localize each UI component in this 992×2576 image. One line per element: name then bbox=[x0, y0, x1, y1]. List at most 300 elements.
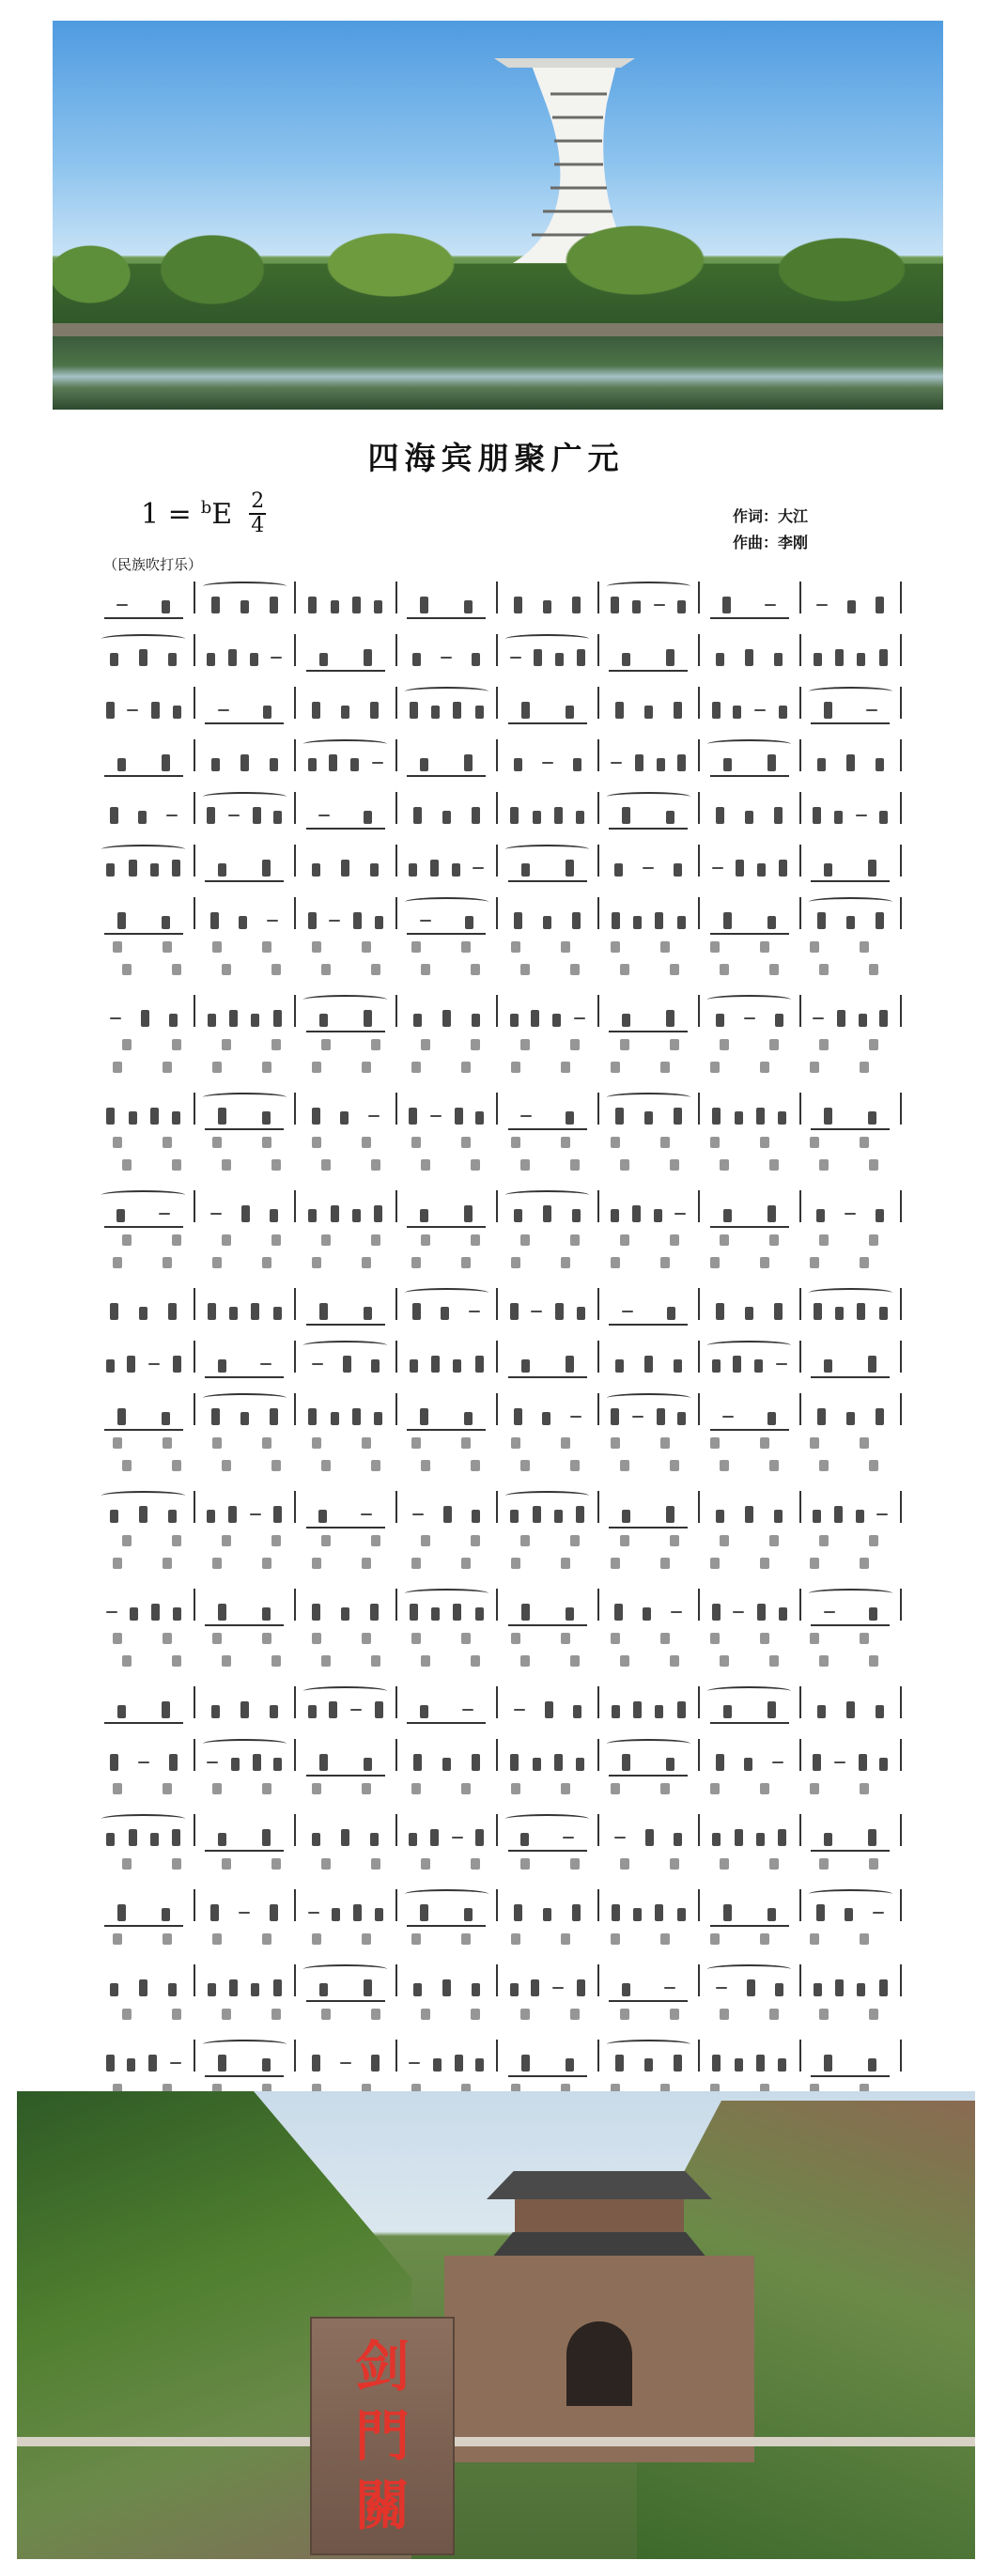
note-glyph bbox=[352, 1408, 361, 1425]
score-measure bbox=[801, 1341, 903, 1373]
lyric-glyph bbox=[321, 1234, 331, 1246]
slur-mark bbox=[809, 687, 892, 696]
note-glyph bbox=[767, 1908, 776, 1921]
lyric-glyph bbox=[760, 1062, 769, 1073]
note-glyph bbox=[733, 1356, 741, 1373]
lyric-glyph bbox=[172, 2009, 181, 2020]
lyric-line bbox=[94, 1037, 902, 1060]
lyric-glyph bbox=[122, 964, 132, 975]
note-glyph bbox=[420, 1705, 428, 1718]
note-glyph bbox=[876, 758, 884, 771]
lyric-glyph bbox=[172, 1535, 181, 1546]
stele-char-1: 剑 bbox=[354, 2335, 410, 2398]
lyric-glyph bbox=[471, 1039, 480, 1050]
note-glyph bbox=[857, 653, 865, 666]
score-measure bbox=[296, 2040, 397, 2072]
note-glyph bbox=[514, 597, 522, 613]
note-glyph bbox=[716, 1987, 727, 1989]
lyric-glyph bbox=[660, 941, 670, 953]
note-glyph bbox=[370, 1833, 379, 1846]
lyric-glyph bbox=[212, 1062, 222, 1073]
note-glyph bbox=[273, 1307, 282, 1320]
slur-mark bbox=[303, 1686, 387, 1696]
lyric-glyph bbox=[312, 1933, 321, 1945]
slur-mark bbox=[405, 1589, 488, 1598]
note-glyph bbox=[455, 1108, 463, 1125]
lyric-glyph bbox=[520, 1535, 530, 1546]
beam-mark bbox=[508, 1128, 587, 1130]
lyric-glyph bbox=[163, 1783, 172, 1794]
note-glyph bbox=[475, 1829, 484, 1846]
note-glyph bbox=[110, 1303, 118, 1320]
lyric-glyph bbox=[869, 1858, 878, 1870]
beam-mark bbox=[306, 2000, 385, 2002]
lyric-glyph bbox=[570, 1039, 580, 1050]
note-glyph bbox=[531, 1311, 542, 1312]
note-glyph bbox=[774, 653, 783, 666]
note-glyph bbox=[472, 807, 480, 824]
lyric-glyph bbox=[670, 2009, 679, 2020]
lyric-glyph bbox=[222, 1159, 231, 1171]
lyric-glyph bbox=[271, 964, 281, 975]
note-glyph bbox=[723, 912, 732, 929]
lyric-glyph bbox=[819, 1460, 829, 1471]
note-glyph bbox=[572, 912, 581, 929]
note-glyph bbox=[169, 1754, 178, 1771]
beam-mark bbox=[710, 617, 789, 619]
score-measure bbox=[296, 845, 397, 877]
score-measure bbox=[700, 897, 801, 929]
note-glyph bbox=[563, 1837, 574, 1839]
score-measure bbox=[397, 1686, 499, 1718]
note-glyph bbox=[745, 1506, 753, 1523]
note-glyph bbox=[566, 1356, 574, 1373]
note-glyph bbox=[857, 1303, 865, 1320]
beam-mark bbox=[407, 1925, 486, 1927]
lyric-line bbox=[94, 1255, 902, 1278]
note-glyph bbox=[876, 597, 884, 613]
beam-mark bbox=[710, 1226, 789, 1228]
lyric-glyph bbox=[810, 1437, 819, 1449]
beam-mark bbox=[306, 1324, 385, 1326]
score-measure bbox=[599, 1589, 701, 1621]
score-measure bbox=[397, 1190, 499, 1222]
lyric-glyph bbox=[561, 1062, 570, 1073]
score-system bbox=[94, 834, 902, 887]
note-glyph bbox=[514, 1209, 522, 1222]
slur-mark bbox=[809, 1288, 892, 1297]
beam-mark bbox=[609, 1775, 688, 1777]
note-glyph bbox=[150, 863, 159, 877]
lyric-glyph bbox=[511, 1257, 520, 1268]
score-measure bbox=[700, 1491, 801, 1523]
lyric-glyph bbox=[611, 1437, 620, 1449]
note-glyph bbox=[218, 1833, 226, 1846]
note-glyph bbox=[106, 1833, 115, 1846]
note-glyph bbox=[312, 1363, 323, 1365]
score-measure bbox=[195, 792, 297, 824]
beam-mark bbox=[104, 1722, 183, 1724]
lyric-glyph bbox=[720, 1858, 729, 1870]
slur-mark bbox=[405, 897, 488, 907]
score-measure bbox=[94, 845, 195, 877]
note-glyph bbox=[475, 1607, 484, 1621]
note-glyph bbox=[542, 1412, 550, 1425]
lyric-glyph bbox=[511, 941, 520, 953]
lyric-glyph bbox=[611, 1783, 620, 1794]
note-glyph bbox=[716, 653, 724, 666]
note-glyph bbox=[622, 1510, 630, 1523]
lyric-glyph bbox=[670, 1655, 679, 1667]
note-glyph bbox=[170, 2062, 181, 2064]
score-measure bbox=[296, 1491, 397, 1523]
lyric-glyph bbox=[421, 1858, 430, 1870]
lyric-glyph bbox=[421, 1234, 430, 1246]
lyric-glyph bbox=[561, 1437, 570, 1449]
note-glyph bbox=[774, 807, 783, 824]
note-glyph bbox=[464, 1908, 473, 1921]
score-measure bbox=[801, 897, 903, 929]
note-glyph bbox=[674, 702, 682, 719]
note-glyph bbox=[817, 758, 826, 771]
note-glyph bbox=[412, 1303, 421, 1320]
beam-mark bbox=[508, 1624, 587, 1626]
lyric-line bbox=[94, 1653, 902, 1676]
lyric-line bbox=[94, 2007, 902, 2029]
note-glyph bbox=[846, 754, 855, 771]
score-measure bbox=[599, 1686, 701, 1718]
lyric-glyph bbox=[819, 1234, 829, 1246]
note-glyph bbox=[879, 1307, 888, 1320]
note-glyph bbox=[778, 2058, 786, 2072]
beam-mark bbox=[306, 1031, 385, 1032]
lyric-glyph bbox=[321, 964, 331, 975]
note-glyph bbox=[312, 863, 320, 877]
note-glyph bbox=[240, 1412, 249, 1425]
note-glyph bbox=[757, 863, 766, 877]
score-measure bbox=[296, 897, 397, 929]
note-glyph bbox=[674, 1833, 682, 1846]
lyric-glyph bbox=[471, 1535, 480, 1546]
note-glyph bbox=[262, 1111, 271, 1125]
note-glyph bbox=[677, 754, 686, 771]
note-glyph bbox=[674, 863, 682, 877]
note-glyph bbox=[543, 1205, 551, 1222]
lyric-glyph bbox=[611, 1137, 620, 1148]
note-glyph bbox=[566, 1607, 574, 1621]
lyric-glyph bbox=[710, 941, 720, 953]
lyric-glyph bbox=[570, 1460, 580, 1471]
score-system bbox=[94, 676, 902, 729]
lyric-line bbox=[94, 1781, 902, 1804]
lyric-glyph bbox=[611, 1933, 620, 1945]
note-glyph bbox=[250, 1513, 261, 1515]
lyric-glyph bbox=[769, 1655, 779, 1667]
slur-mark bbox=[707, 1964, 791, 1974]
slur-mark bbox=[607, 2040, 690, 2049]
note-glyph bbox=[308, 1705, 317, 1718]
score-measure bbox=[801, 845, 903, 877]
note-glyph bbox=[412, 1513, 424, 1515]
lyric-glyph bbox=[362, 1257, 371, 1268]
note-glyph bbox=[824, 1833, 832, 1846]
lyric-glyph bbox=[222, 1858, 231, 1870]
key-flat-sign: b bbox=[200, 497, 212, 518]
note-glyph bbox=[270, 758, 278, 771]
note-glyph bbox=[263, 706, 271, 719]
score-measure bbox=[397, 1814, 499, 1846]
lyric-line bbox=[94, 1556, 902, 1578]
note-glyph bbox=[173, 706, 181, 719]
note-glyph bbox=[644, 2058, 653, 2072]
lyric-glyph bbox=[163, 941, 172, 953]
lyric-glyph bbox=[520, 1234, 530, 1246]
note-glyph bbox=[151, 1604, 160, 1621]
note-glyph bbox=[318, 815, 330, 816]
score-measure bbox=[700, 1093, 801, 1125]
note-glyph bbox=[473, 867, 484, 869]
note-glyph bbox=[106, 702, 115, 719]
note-glyph bbox=[754, 709, 766, 711]
note-glyph bbox=[172, 1111, 180, 1125]
score-measure bbox=[296, 1739, 397, 1771]
note-glyph bbox=[543, 1908, 551, 1921]
note-glyph bbox=[644, 706, 653, 719]
score-measure bbox=[700, 1686, 801, 1718]
lyric-glyph bbox=[860, 1633, 869, 1644]
lyric-glyph bbox=[212, 1137, 222, 1148]
note-glyph bbox=[712, 1359, 721, 1373]
slur-mark bbox=[303, 739, 387, 749]
note-glyph bbox=[510, 807, 519, 824]
lyric-glyph bbox=[362, 1633, 371, 1644]
top-photo-tower bbox=[53, 21, 943, 410]
lyric-glyph bbox=[570, 2009, 580, 2020]
score-measure bbox=[700, 634, 801, 666]
note-glyph bbox=[453, 702, 461, 719]
score-system bbox=[94, 2029, 902, 2082]
lyric-glyph bbox=[720, 1234, 729, 1246]
note-glyph bbox=[129, 860, 137, 877]
slur-mark bbox=[303, 995, 387, 1004]
score-measure bbox=[599, 1739, 701, 1771]
note-glyph bbox=[716, 1754, 724, 1771]
note-glyph bbox=[169, 1014, 178, 1027]
lyric-glyph bbox=[262, 1633, 271, 1644]
slur-mark bbox=[405, 1288, 488, 1297]
note-glyph bbox=[139, 1307, 147, 1320]
note-glyph bbox=[712, 1833, 721, 1846]
note-glyph bbox=[208, 1303, 216, 1320]
score-system bbox=[94, 1278, 902, 1330]
note-glyph bbox=[110, 807, 118, 824]
note-glyph bbox=[241, 1205, 250, 1222]
note-glyph bbox=[845, 1213, 856, 1215]
score-measure bbox=[801, 1889, 903, 1921]
note-glyph bbox=[374, 600, 382, 613]
note-glyph bbox=[716, 807, 724, 824]
lyric-glyph bbox=[371, 1039, 380, 1050]
lyric-glyph bbox=[760, 1558, 769, 1569]
slur-mark bbox=[405, 1889, 488, 1899]
note-glyph bbox=[869, 1607, 877, 1621]
score-measure bbox=[801, 1739, 903, 1771]
note-glyph bbox=[622, 1311, 633, 1312]
note-glyph bbox=[510, 1754, 519, 1771]
note-glyph bbox=[572, 597, 581, 613]
note-glyph bbox=[666, 1758, 674, 1771]
note-glyph bbox=[139, 649, 147, 666]
score-system bbox=[94, 1330, 902, 1383]
note-glyph bbox=[671, 1611, 682, 1613]
lyric-glyph bbox=[520, 964, 530, 975]
lyric-glyph bbox=[760, 1437, 769, 1449]
lyric-glyph bbox=[561, 1257, 570, 1268]
note-glyph bbox=[475, 706, 484, 719]
beam-mark bbox=[609, 2000, 688, 2002]
beam-mark bbox=[306, 828, 385, 830]
note-glyph bbox=[834, 1506, 843, 1523]
note-glyph bbox=[127, 2058, 135, 2072]
score-measure bbox=[700, 792, 801, 824]
score-measure bbox=[397, 1589, 499, 1621]
lyric-glyph bbox=[212, 941, 222, 953]
note-glyph bbox=[151, 702, 160, 719]
note-glyph bbox=[110, 1754, 118, 1771]
lyric-glyph bbox=[321, 1858, 331, 1870]
note-glyph bbox=[622, 807, 630, 824]
note-glyph bbox=[453, 1359, 461, 1373]
lyric-glyph bbox=[461, 941, 471, 953]
song-title: 四海宾朋聚广元 bbox=[367, 440, 625, 476]
note-glyph bbox=[374, 1412, 382, 1425]
note-glyph bbox=[611, 1209, 619, 1222]
note-glyph bbox=[736, 860, 744, 877]
lyric-line bbox=[94, 1533, 902, 1556]
lyric-glyph bbox=[172, 964, 181, 975]
note-glyph bbox=[442, 1979, 451, 1996]
lyric-glyph bbox=[710, 1257, 720, 1268]
beam-mark bbox=[609, 828, 688, 830]
note-glyph bbox=[267, 920, 278, 922]
beam-mark bbox=[104, 1429, 183, 1431]
lyric-glyph bbox=[371, 1234, 380, 1246]
note-glyph bbox=[510, 1983, 519, 1996]
beam-mark bbox=[205, 722, 284, 724]
lyric-glyph bbox=[271, 1234, 281, 1246]
score-measure bbox=[94, 1889, 195, 1921]
score-measure bbox=[498, 1889, 599, 1921]
beam-mark bbox=[407, 1226, 486, 1228]
note-glyph bbox=[375, 1701, 383, 1718]
note-glyph bbox=[231, 1758, 240, 1771]
note-glyph bbox=[677, 1701, 686, 1718]
note-glyph bbox=[566, 860, 574, 877]
note-glyph bbox=[168, 1510, 177, 1523]
note-glyph bbox=[767, 916, 776, 929]
note-glyph bbox=[643, 867, 654, 869]
note-glyph bbox=[667, 1307, 675, 1320]
lyric-glyph bbox=[262, 1137, 271, 1148]
note-glyph bbox=[835, 1979, 844, 1996]
score-measure bbox=[801, 1814, 903, 1846]
note-glyph bbox=[371, 1359, 380, 1373]
lyric-glyph bbox=[720, 964, 729, 975]
score-measure bbox=[296, 1814, 397, 1846]
lyric-glyph bbox=[720, 1535, 729, 1546]
note-glyph bbox=[576, 811, 584, 824]
note-glyph bbox=[520, 1833, 529, 1846]
score-measure bbox=[195, 1093, 297, 1125]
slur-mark bbox=[607, 582, 690, 591]
note-glyph bbox=[364, 811, 372, 824]
note-glyph bbox=[375, 1908, 383, 1921]
note-glyph bbox=[873, 1912, 884, 1914]
note-glyph bbox=[834, 811, 843, 824]
note-glyph bbox=[745, 811, 753, 824]
note-glyph bbox=[531, 1979, 539, 1996]
note-glyph bbox=[543, 600, 551, 613]
note-glyph bbox=[677, 600, 686, 613]
note-glyph bbox=[576, 1758, 584, 1771]
lyric-glyph bbox=[620, 1039, 629, 1050]
note-glyph bbox=[273, 811, 282, 824]
score-measure bbox=[397, 1964, 499, 1996]
lyric-glyph bbox=[212, 1933, 222, 1945]
beam-mark bbox=[508, 2075, 587, 2077]
score-measure bbox=[599, 687, 701, 719]
note-glyph bbox=[859, 1754, 867, 1771]
note-glyph bbox=[552, 1014, 561, 1027]
lyric-line bbox=[94, 1458, 902, 1481]
note-glyph bbox=[331, 1205, 339, 1222]
lyric-glyph bbox=[461, 1257, 471, 1268]
note-glyph bbox=[340, 1111, 349, 1125]
score-measure bbox=[397, 995, 499, 1027]
note-glyph bbox=[813, 807, 821, 824]
lyric-glyph bbox=[561, 1558, 570, 1569]
lyric-glyph bbox=[869, 1655, 878, 1667]
slur-mark bbox=[505, 1190, 589, 1200]
note-glyph bbox=[464, 754, 473, 771]
score-measure bbox=[599, 739, 701, 771]
note-glyph bbox=[633, 916, 642, 929]
score-measure bbox=[296, 739, 397, 771]
score-measure bbox=[801, 2040, 903, 2072]
note-glyph bbox=[514, 1904, 522, 1921]
slur-mark bbox=[101, 1190, 185, 1200]
score-measure bbox=[801, 1964, 903, 1996]
note-glyph bbox=[521, 1359, 530, 1373]
lyric-glyph bbox=[660, 1062, 670, 1073]
lyric-glyph bbox=[471, 1460, 480, 1471]
note-glyph bbox=[240, 1701, 249, 1718]
note-glyph bbox=[744, 1017, 755, 1019]
score-measure bbox=[801, 1093, 903, 1125]
note-glyph bbox=[632, 600, 641, 613]
note-glyph bbox=[211, 597, 220, 613]
note-glyph bbox=[464, 1412, 473, 1425]
score-measure bbox=[700, 582, 801, 613]
score-measure bbox=[94, 739, 195, 771]
beam-mark bbox=[710, 1429, 789, 1431]
note-glyph bbox=[756, 1108, 765, 1125]
lyric-glyph bbox=[710, 1558, 720, 1569]
score-system bbox=[94, 1676, 902, 1729]
slur-mark bbox=[505, 1491, 589, 1500]
lyric-glyph bbox=[172, 1460, 181, 1471]
note-glyph bbox=[430, 1115, 442, 1117]
